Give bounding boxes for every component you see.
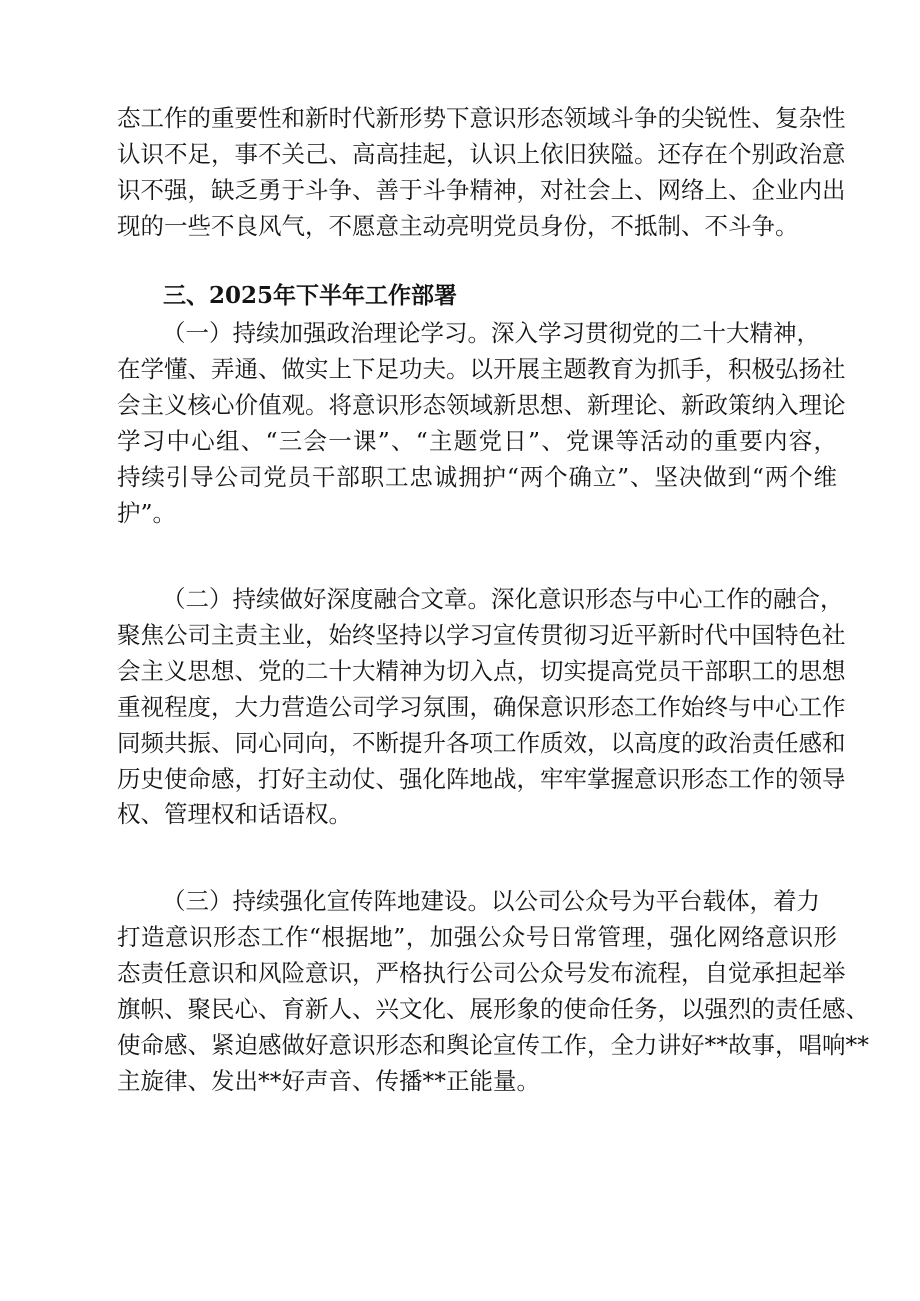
intro-line-3: 识不强，缺乏勇于斗争、善于斗争精神，对社会上、网络上、企业内出 [117, 175, 846, 204]
paragraph-2 [117, 582, 846, 833]
para1-line-6: 护”。 [117, 498, 177, 527]
para2-line-1: （二）持续做好深度融合文章。深化意识形态与中心工作的融合， [162, 585, 844, 613]
intro-line-1: 态工作的重要性和新时代新形势下意识形态领域斗争的尖锐性、复杂性 [117, 104, 846, 132]
para2-line-5: 同频共振、同心同向，不断提升各项工作质效，以高度的政治责任感和 [117, 728, 846, 757]
para1-line-2: 在学懂、弄通、做实上下足功夫。以开展主题教育为抓手，积极弘扬社 [117, 354, 846, 383]
para2-line-2: 聚焦公司主责主业，始终坚持以学习宣传贯彻习近平新时代中国特色社 [117, 620, 846, 649]
para2-line-4: 重视程度，大力营造公司学习氛围，确保意识形态工作始终与中心工作 [117, 692, 846, 721]
para2-line-3: 会主义思想、党的二十大精神为切入点，切实提高党员干部职工的思想 [117, 656, 846, 685]
section-heading: 三、2025年下半年工作部署 [163, 282, 458, 309]
para1-line-3: 会主义核心价值观。将意识形态领域新思想、新理论、新政策纳入理论 [117, 390, 846, 419]
para3-line-4: 旗帜、聚民心、育新人、兴文化、展形象的使命任务，以强烈的责任感、 [117, 994, 869, 1023]
paragraph-3 [117, 884, 869, 1099]
para3-line-5: 使命感、紧迫感做好意识形态和舆论宣传工作，全力讲好**故事，唱响** [117, 1030, 869, 1059]
para1-line-4: 学习中心组、“三会一课”、“主题党日”、党课等活动的重要内容， [117, 426, 837, 455]
para1-line-1: （一）持续加强政治理论学习。深入学习贯彻党的二十大精神， [162, 319, 820, 347]
para3-line-1: （三）持续强化宣传阵地建设。以公司公众号为平台载体，着力 [162, 887, 820, 915]
para1-line-5: 持续引导公司党员干部职工忠诚拥护“两个确立”、坚决做到“两个维 [117, 462, 837, 491]
intro-line-4: 现的一些不良风气，不愿意主动亮明党员身份，不抵制、不斗争。 [117, 211, 799, 240]
para3-line-6: 主旋律、发出**好声音、传播**正能量。 [117, 1066, 540, 1095]
paragraph-1 [117, 316, 846, 531]
para3-line-3: 态责任意识和风险意识，严格执行公司公众号发布流程，自觉承担起举 [117, 958, 846, 987]
intro-paragraph [117, 101, 846, 245]
para2-line-7: 权、管理权和话语权。 [117, 800, 352, 829]
para3-line-2: 打造意识形态工作“根据地”，加强公众号日常管理，强化网络意识形 [117, 922, 837, 951]
para2-line-6: 历史使命感，打好主动仗、强化阵地战，牢牢掌握意识形态工作的领导 [117, 764, 846, 793]
intro-line-2: 认识不足，事不关己、高高挂起，认识上依旧狭隘。还存在个别政治意 [117, 139, 846, 168]
